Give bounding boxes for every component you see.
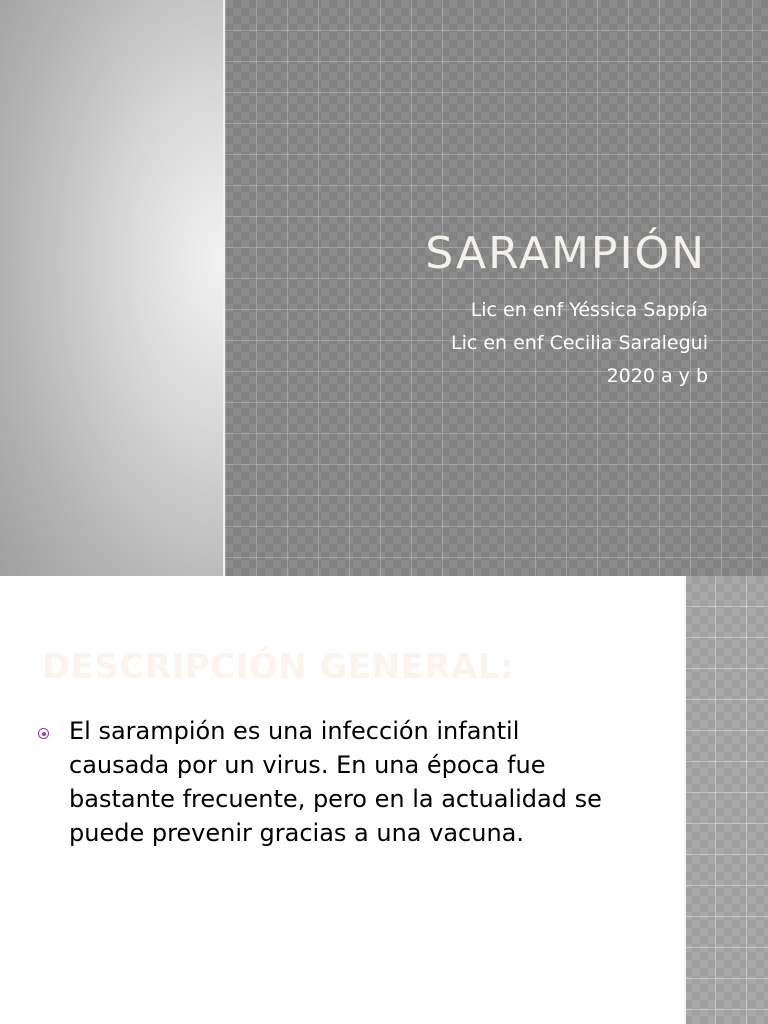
- slide-title: SARAMPIÓN: [425, 228, 706, 279]
- author-line-2: Lic en enf Cecilia Saralegui: [450, 332, 708, 354]
- bullet-text: [69, 714, 638, 850]
- bullet-item: [38, 714, 638, 850]
- slide-2-content: [0, 576, 768, 1024]
- year-line: 2020 a y b: [606, 365, 708, 387]
- slide-subtitle: [451, 294, 708, 393]
- gradient-panel: [0, 0, 223, 576]
- pattern-panel: [225, 0, 768, 576]
- author-line-1: Lic en enf Yéssica Sappía: [470, 299, 708, 321]
- slide-heading: DESCRIPCIÓN GENERAL:: [42, 647, 515, 687]
- bullet-line: causada por un virus. En una época fue: [69, 751, 546, 779]
- bullet-line: puede prevenir gracias a una vacuna.: [69, 819, 524, 847]
- pattern-strip: [684, 576, 768, 1024]
- bullet-line: bastante frecuente, pero en la actualidad se: [69, 785, 602, 813]
- circle-bullet-icon: [38, 728, 49, 739]
- bullet-line: El sarampión es una infección infantil: [69, 717, 520, 745]
